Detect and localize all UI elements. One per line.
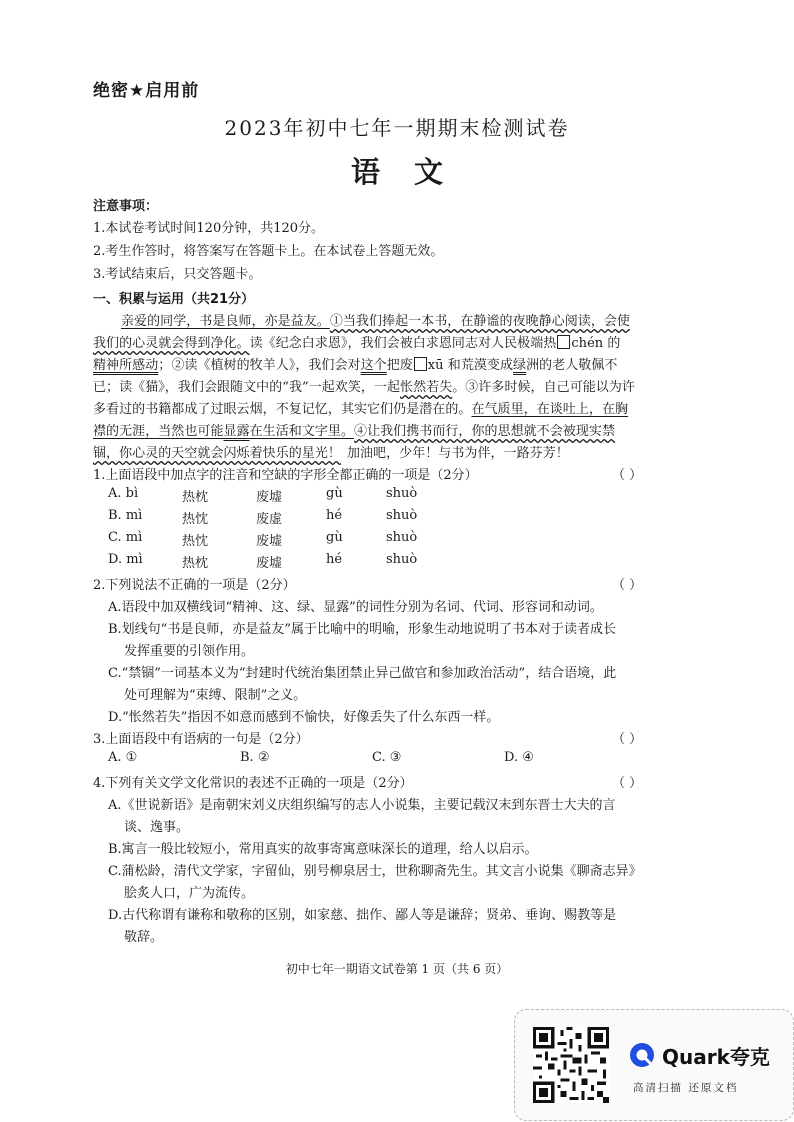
section-heading: 一、积累与运用（共21分） [93,292,255,307]
note-item: 1.本试卷考试时间120分钟，共120分。 [93,221,325,236]
q3-option-b: B. ② [240,750,270,765]
passage-line: 锢，你心灵的天空就会闪烁着快乐的星光！ 加油吧，少年！与书为伴，一路芬芳！ [93,446,569,461]
question-4-stem: 4.下列有关文学文化常识的表述不正确的一项是（2分） [93,776,413,791]
q4-option-c: C.蒲松龄，清代文学家，字留仙，别号柳泉居士，世称聊斋先生。其文言小说集《聊斋志异》 [108,864,642,879]
passage-line: 我们的心灵就会得到净化。读《纪念白求恩》，我们会被白求恩同志对人民极端热 chén 的 [93,336,621,351]
q4-option-d: D.古代称谓有谦称和敬称的区别，如家慈、拙作、鄙人等是谦辞；贤弟、垂询、赐教等是 [108,908,617,923]
qr-code-icon[interactable] [533,1027,609,1103]
quark-watermark-card[interactable] [514,1009,794,1121]
q3-option-a: A. ① [108,750,138,765]
passage-line: 已；读《猫》，我们会跟随文中的“我”一起欢笑，一起怅然若失。③许多时候，自己可能以为许 [93,380,635,395]
double-underlined-word: 显露 [223,424,250,439]
wavy-sentence: 锢，你心灵的天空就会闪烁着快乐的星光！ [93,446,341,461]
confidential-label: 绝密★启用前 [93,81,200,101]
q1-option: C. mì [108,530,143,545]
q3-option-d: D. ④ [504,750,534,765]
exam-page: 绝密★启用前 2023年初中七年一期期末检测试卷 语文 注意事项： 1.本试卷考试时间120分钟，共120分。 2.考生作答时，将答案写在答题卡上。在本试卷上答题无效。 3.考试结束后，只交答题卡。 一、积累与运用（共21分） 亲爱的同学，书是良师，亦是益友。①当我们捧起一本书，在静谧的夜晚静心阅读，会使 我们的心灵就会得到净化。读《纪念白求恩》，我们会被白求恩同志对人民极端热 chén 的 精神所感动；②读《植树的牧羊人》，我们会对这个把废 xū 和荒漠变成绿洲的老人敬佩不 已；读《猫》，我们会跟随文中的“我”一起欢笑，一起怅然若失。③许多时候，自己可能以为许 多看过的书籍都成了过眼云烟，不复记忆，其实它们仍是潜在的。在气质里，在谈吐上，在胸 襟的无涯，当然也可能显露在生活和文字里。④让我们携书而行，你的思想就不会被现实禁 锢，你心灵的天空就会闪烁着快乐的星光！ 加油吧，少年！与书为伴，一路芬芳！ 1.上面语段中加点字的注音和空缺的字形全都正确的一项是（2分） （ ） A. bì 热枕 废墟 gù shuò B. mì 热忱 废虚 hé shuò C. mì 热忱 废墟 gù shuò D. mì 热枕 废墟 hé shuò 2.下列说法不正确的一项是（2分） （ ） A.语段中加双横线词“精神、这、绿、显露”的词性分别为名词、代词、形容词和动词。 B.划线句“书是良师，亦是益友”属于比喻中的明喻，形象生动地说明了书本对于读者成长 发挥重要的引领作用。 C.“禁锢”一词基本义为“封建时代统治集团禁止异己做官和参加政治活动”，结合语境，此 处可理解为“束缚、限制”之义。 D.“怅然若失”指因不如意而感到不愉快，好像丢失了什么东西一样。 3.上面语段中有语病的一句是（2分） （ ） A. ① B. ② C. ③ D. ④ 4.下列有关文学文化常识的表述不正确的一项是（2分） （ ） A.《世说新语》是南朝宋刘义庆组织编写的志人小说集，主要记载汉末到东晋士大夫的言 谈、逸事。 B.寓言一般比较短小，常用真实的故事寄寓意味深长的道理，给人以启示。 C.蒲松龄，清代文学家，字留仙，别号柳泉居士，世称聊斋先生。其文言小说集《聊斋志异》 脍炙人口，广为流传。 D.古代称谓有谦称和敬称的区别，如家慈、拙作、鄙人等是谦辞；贤弟、垂询、赐教等是 敬辞。 初中七年一期语文试卷第 1 页（共 6 页） Quark夸克 高清扫描 还原文档 [0,0,794,1122]
double-underlined-word: 这个 [360,358,387,373]
wavy-sentence: ①当我们捧起一本书，在静谧的夜晚静心阅读，会使 [329,314,630,329]
q2-option-a: A.语段中加双横线词“精神、这、绿、显露”的词性分别为名词、代词、形容词和动词。 [108,600,603,615]
page-footer: 初中七年一期语文试卷第 1 页（共 6 页） [285,962,509,976]
q1-option: D. mì [108,552,143,567]
underlined-sentence: 在气质里，在谈吐上，在胸 [471,402,629,417]
q4-option-b: B.寓言一般比较短小，常用真实的故事寄寓意味深长的道理，给人以启示。 [108,842,538,857]
answer-paren: （ ） [612,776,643,791]
passage-line: 襟的无涯，当然也可能显露在生活和文字里。④让我们携书而行，你的思想就不会被现实禁 [93,424,616,439]
notes-heading: 注意事项： [93,199,159,214]
exam-title: 2023年初中七年一期期末检测试卷 [224,116,570,140]
subject-title: 语文 [350,155,477,189]
answer-paren: （ ） [612,578,643,593]
answer-paren: （ ） [612,468,643,483]
blank-box [557,335,570,349]
q1-option: B. mì [108,508,143,523]
passage-line: 精神所感动；②读《植树的牧羊人》，我们会对这个把废 xū 和荒漠变成绿洲的老人敬佩不 [93,358,618,373]
q1-option: A. bì [108,486,139,501]
quark-slogan: 高清扫描 还原文档 [633,1082,739,1094]
wavy-sentence: ④让我们携书而行，你的思想就不会被现实禁 [354,424,616,439]
question-3-stem: 3.上面语段中有语病的一句是（2分） [93,732,309,747]
quark-logo-icon [628,1041,656,1069]
question-2-stem: 2.下列说法不正确的一项是（2分） [93,578,296,593]
quark-brand[interactable] [628,1040,770,1070]
note-item: 2.考生作答时，将答案写在答题卡上。在本试卷上答题无效。 [93,244,444,259]
question-1-stem: 1.上面语段中加点字的注音和空缺的字形全都正确的一项是（2分） [93,468,478,483]
double-underlined-word: 绿 [513,358,527,373]
note-item: 3.考试结束后，只交答题卡。 [93,267,262,282]
q3-option-c: C. ③ [372,750,402,765]
wavy-word: 怅然若失 [400,380,453,395]
q2-option-c: C.“禁锢”一词基本义为“封建时代统治集团禁止异己做官和参加政治活动”，结合语境，此 [108,666,617,681]
blank-box [414,357,427,371]
q4-option-a: A.《世说新语》是南朝宋刘义庆组织编写的志人小说集，主要记载汉末到东晋士大夫的言 [108,798,616,813]
q2-option-b: B.划线句“书是良师，亦是益友”属于比喻中的明喻，形象生动地说明了书本对于读者成长 [108,622,616,637]
passage-line [121,310,630,329]
quark-brand-text: Quark夸克 [662,1044,770,1069]
underlined-sentence: 亲爱的同学，书是良师，亦是益友。 [121,314,330,329]
double-underlined-word: 精神所感动 [93,358,159,373]
wavy-sentence: 我们的心灵就会得到净化。 [93,336,250,351]
q2-option-d: D.“怅然若失”指因不如意而感到不愉快，好像丢失了什么东西一样。 [108,710,500,725]
answer-paren: （ ） [612,732,643,747]
passage-line: 多看过的书籍都成了过眼云烟，不复记忆，其实它们仍是潜在的。在气质里，在谈吐上，在胸 [93,402,629,417]
